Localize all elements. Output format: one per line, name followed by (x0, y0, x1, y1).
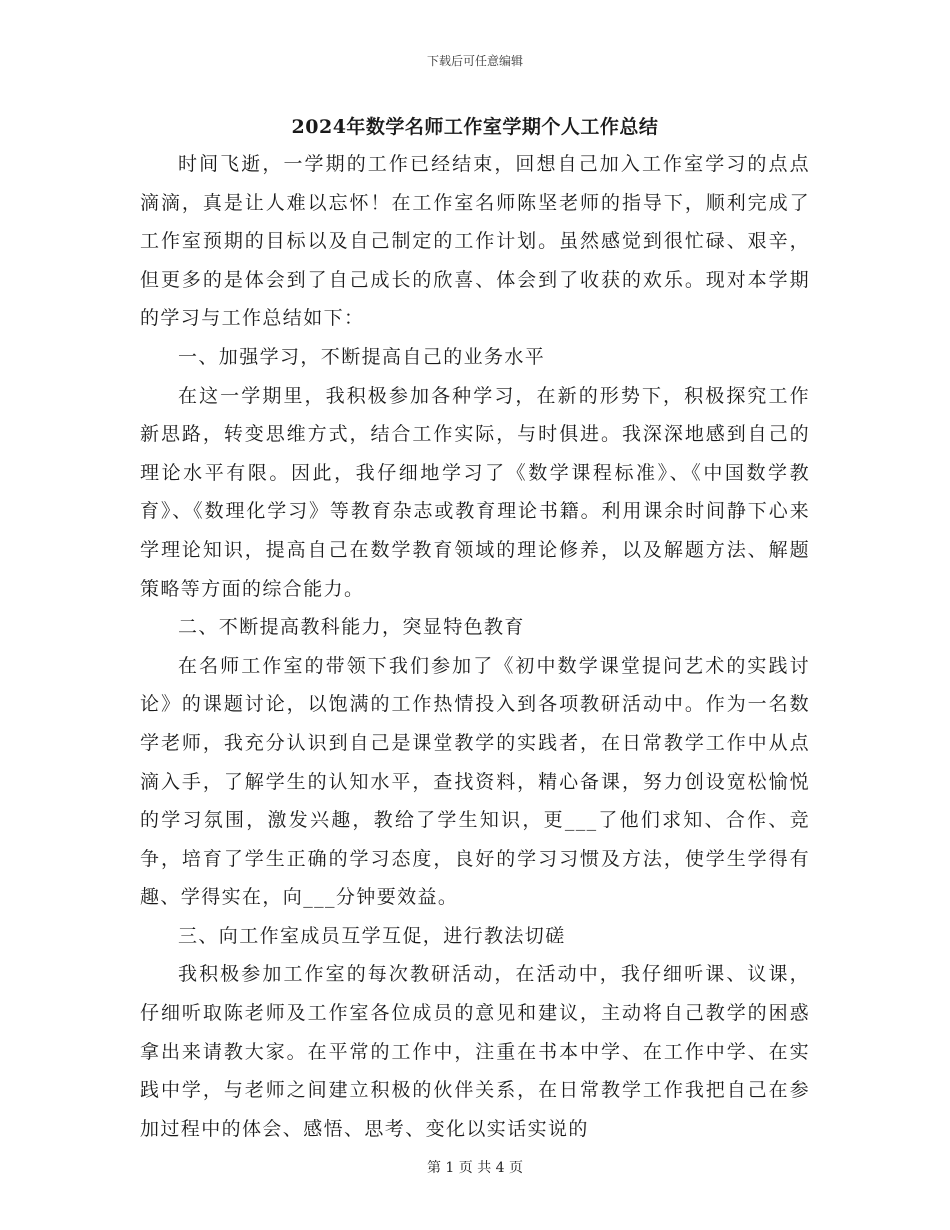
section-3-heading: 三、向工作室成员互学互促，进行教法切磋 (178, 924, 566, 947)
page-number: 第 1 页 共 4 页 (426, 1160, 524, 1176)
intro-paragraph: 时间飞逝，一学期的工作已经结束，回想自己加入工作室学习的点点滴滴，真是让人难以忘怀！在工作室名师陈坚老师的指导下，顺利完成了工作室预期的目标以及自己制定的工作计划。虽然感觉到很忙碌、艰辛，但更多的是体会到了自己成长的欣喜、体会到了收获的欢乐。现对本学期的学习与工作总结如下： (140, 153, 810, 330)
section-3-body: 我积极参加工作室的每次教研活动，在活动中，我仔细听课、议课，仔细听取陈老师及工作室各位成员的意见和建议，主动将自己教学的困惑拿出来请教大家。在平常的工作中，注重在书本中学、在工作中学、在实践中学，与老师之间建立积极的伙伴关系，在日常教学工作我把自己在参加过程中的体会、感悟、思考、变化以实话实说的 (140, 963, 810, 1140)
document-title: 2024年数学名师工作室学期个人工作总结 (291, 116, 659, 138)
document-body (140, 145, 810, 1148)
header-note: 下载后可任意编辑 (426, 54, 523, 68)
section-1-heading: 一、加强学习，不断提高自己的业务水平 (178, 345, 546, 368)
section-2-body: 在名师工作室的带领下我们参加了《初中数学课堂提问艺术的实践讨论》的课题讨论，以饱满的工作热情投入到各项教研活动中。作为一名数学老师，我充分认识到自己是课堂教学的实践者，在日常教学工作中从点滴入手，了解学生的认知水平，查找资料，精心备课，努力创设宽松愉悦的学习氛围，激发兴趣，教给了学生知识，更___了他们求知、合作、竞争，培育了学生正确的学习态度，良好的学习习惯及方法，使学生学得有趣、学得实在，向___分钟要效益。 (140, 654, 810, 909)
section-2-heading: 二、不断提高教科能力，突显特色教育 (178, 616, 525, 639)
section-1-body: 在这一学期里，我积极参加各种学习，在新的形势下，积极探究工作新思路，转变思维方式，结合工作实际，与时俱进。我深深地感到自己的理论水平有限。因此，我仔细地学习了《数学课程标准》、《中国数学教育》、《数理化学习》等教育杂志或教育理论书籍。利用课余时间静下心来学理论知识，提高自己在数学教育领域的理论修养，以及解题方法、解题策略等方面的综合能力。 (140, 384, 810, 600)
